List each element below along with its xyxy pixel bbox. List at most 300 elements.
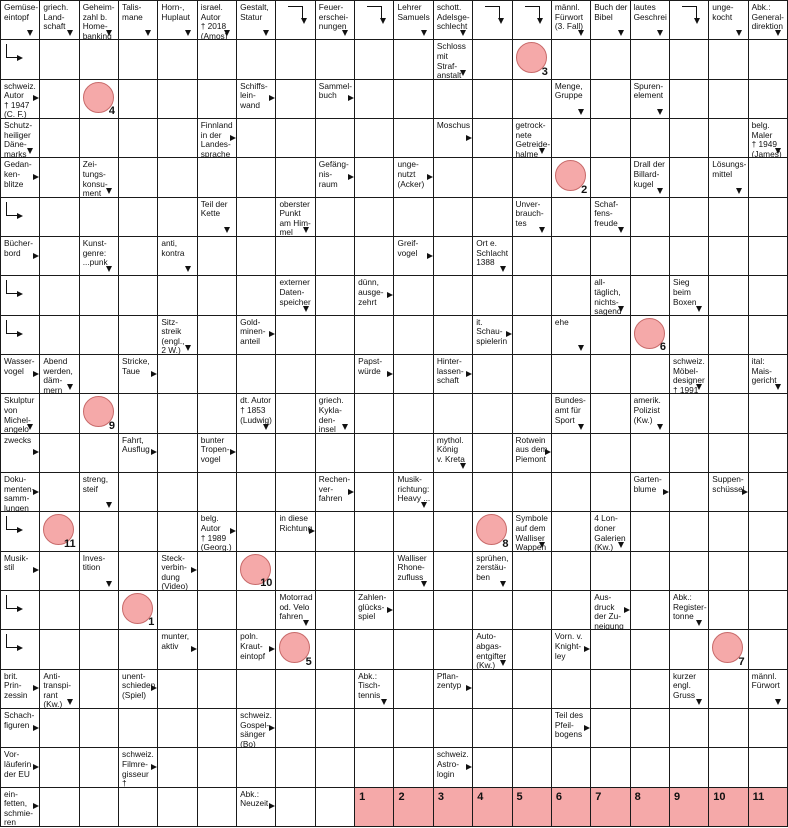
answer-cell[interactable]	[394, 355, 432, 393]
answer-cell[interactable]	[1, 276, 39, 314]
answer-cell[interactable]	[591, 552, 629, 590]
answer-cell[interactable]	[709, 670, 747, 708]
answer-cell[interactable]	[591, 630, 629, 668]
answer-cell[interactable]	[394, 80, 432, 118]
answer-cell[interactable]	[591, 40, 629, 78]
answer-cell[interactable]	[631, 355, 669, 393]
answer-cell[interactable]	[513, 709, 551, 747]
answer-cell[interactable]	[670, 80, 708, 118]
answer-cell[interactable]	[394, 630, 432, 668]
answer-cell[interactable]	[631, 512, 669, 550]
answer-cell[interactable]	[237, 158, 275, 196]
solution-cell[interactable]	[434, 788, 472, 826]
answer-cell[interactable]	[670, 119, 708, 157]
answer-cell[interactable]	[591, 394, 629, 432]
answer-cell[interactable]	[513, 237, 551, 275]
answer-cell[interactable]	[316, 512, 354, 550]
answer-cell[interactable]	[709, 80, 747, 118]
answer-cell[interactable]	[198, 591, 236, 629]
answer-cell[interactable]	[631, 40, 669, 78]
answer-cell[interactable]	[237, 355, 275, 393]
answer-cell[interactable]	[276, 630, 314, 668]
answer-cell[interactable]	[80, 355, 118, 393]
answer-cell[interactable]	[316, 552, 354, 590]
answer-cell[interactable]	[80, 119, 118, 157]
answer-cell[interactable]	[394, 748, 432, 786]
answer-cell[interactable]	[276, 355, 314, 393]
answer-cell[interactable]	[473, 1, 511, 39]
answer-cell[interactable]	[591, 316, 629, 354]
answer-cell[interactable]	[552, 158, 590, 196]
answer-cell[interactable]	[198, 158, 236, 196]
answer-cell[interactable]	[316, 355, 354, 393]
answer-cell[interactable]	[158, 198, 196, 236]
answer-cell[interactable]	[670, 1, 708, 39]
answer-cell[interactable]	[473, 119, 511, 157]
answer-cell[interactable]	[316, 276, 354, 314]
solution-cell[interactable]	[670, 788, 708, 826]
answer-cell[interactable]	[434, 552, 472, 590]
answer-cell[interactable]	[355, 552, 393, 590]
answer-cell[interactable]	[394, 40, 432, 78]
answer-cell[interactable]	[631, 748, 669, 786]
answer-cell[interactable]	[473, 748, 511, 786]
answer-cell[interactable]	[1, 630, 39, 668]
answer-cell[interactable]	[80, 709, 118, 747]
solution-cell[interactable]	[591, 788, 629, 826]
answer-cell[interactable]	[709, 394, 747, 432]
answer-cell[interactable]	[198, 630, 236, 668]
answer-cell[interactable]	[631, 237, 669, 275]
answer-cell[interactable]	[158, 434, 196, 472]
answer-cell[interactable]	[158, 158, 196, 196]
answer-cell[interactable]	[394, 670, 432, 708]
answer-cell[interactable]	[316, 748, 354, 786]
answer-cell[interactable]	[709, 434, 747, 472]
answer-cell[interactable]	[670, 630, 708, 668]
answer-cell[interactable]	[276, 119, 314, 157]
answer-cell[interactable]	[552, 40, 590, 78]
answer-cell[interactable]	[316, 40, 354, 78]
answer-cell[interactable]	[513, 394, 551, 432]
answer-cell[interactable]	[237, 434, 275, 472]
answer-cell[interactable]	[709, 591, 747, 629]
answer-cell[interactable]	[40, 512, 78, 550]
answer-cell[interactable]	[552, 512, 590, 550]
answer-cell[interactable]	[749, 512, 787, 550]
answer-cell[interactable]	[198, 40, 236, 78]
answer-cell[interactable]	[670, 512, 708, 550]
answer-cell[interactable]	[80, 670, 118, 708]
answer-cell[interactable]	[237, 119, 275, 157]
answer-cell[interactable]	[394, 119, 432, 157]
answer-cell[interactable]	[670, 748, 708, 786]
answer-cell[interactable]	[158, 709, 196, 747]
answer-cell[interactable]	[119, 198, 157, 236]
answer-cell[interactable]	[80, 198, 118, 236]
answer-cell[interactable]	[670, 316, 708, 354]
answer-cell[interactable]	[40, 40, 78, 78]
answer-cell[interactable]	[119, 40, 157, 78]
answer-cell[interactable]	[749, 40, 787, 78]
answer-cell[interactable]	[276, 80, 314, 118]
answer-cell[interactable]	[434, 80, 472, 118]
answer-cell[interactable]	[749, 80, 787, 118]
answer-cell[interactable]	[473, 198, 511, 236]
answer-cell[interactable]	[670, 434, 708, 472]
answer-cell[interactable]	[749, 709, 787, 747]
answer-cell[interactable]	[631, 552, 669, 590]
answer-cell[interactable]	[119, 119, 157, 157]
answer-cell[interactable]	[434, 394, 472, 432]
answer-cell[interactable]	[749, 394, 787, 432]
answer-cell[interactable]	[473, 591, 511, 629]
answer-cell[interactable]	[709, 316, 747, 354]
answer-cell[interactable]	[40, 158, 78, 196]
answer-cell[interactable]	[513, 80, 551, 118]
answer-cell[interactable]	[40, 591, 78, 629]
answer-cell[interactable]	[237, 512, 275, 550]
answer-cell[interactable]	[591, 473, 629, 511]
answer-cell[interactable]	[473, 355, 511, 393]
answer-cell[interactable]	[198, 788, 236, 826]
answer-cell[interactable]	[80, 316, 118, 354]
answer-cell[interactable]	[749, 316, 787, 354]
answer-cell[interactable]	[276, 748, 314, 786]
answer-cell[interactable]	[355, 1, 393, 39]
answer-cell[interactable]	[316, 237, 354, 275]
answer-cell[interactable]	[552, 591, 590, 629]
answer-cell[interactable]	[591, 158, 629, 196]
answer-cell[interactable]	[591, 748, 629, 786]
answer-cell[interactable]	[276, 788, 314, 826]
answer-cell[interactable]	[355, 119, 393, 157]
answer-cell[interactable]	[473, 158, 511, 196]
answer-cell[interactable]	[237, 748, 275, 786]
answer-cell[interactable]	[670, 473, 708, 511]
answer-cell[interactable]	[394, 512, 432, 550]
answer-cell[interactable]	[591, 119, 629, 157]
answer-cell[interactable]	[158, 591, 196, 629]
answer-cell[interactable]	[80, 80, 118, 118]
answer-cell[interactable]	[119, 237, 157, 275]
answer-cell[interactable]	[434, 198, 472, 236]
answer-cell[interactable]	[237, 473, 275, 511]
answer-cell[interactable]	[1, 591, 39, 629]
answer-cell[interactable]	[473, 40, 511, 78]
answer-cell[interactable]	[591, 355, 629, 393]
answer-cell[interactable]	[670, 237, 708, 275]
answer-cell[interactable]	[552, 198, 590, 236]
answer-cell[interactable]	[552, 748, 590, 786]
answer-cell[interactable]	[631, 630, 669, 668]
answer-cell[interactable]	[749, 552, 787, 590]
answer-cell[interactable]	[40, 198, 78, 236]
answer-cell[interactable]	[276, 473, 314, 511]
answer-cell[interactable]	[709, 355, 747, 393]
answer-cell[interactable]	[355, 709, 393, 747]
answer-cell[interactable]	[80, 434, 118, 472]
answer-cell[interactable]	[709, 237, 747, 275]
answer-cell[interactable]	[198, 473, 236, 511]
answer-cell[interactable]	[198, 394, 236, 432]
solution-cell[interactable]	[552, 788, 590, 826]
answer-cell[interactable]	[631, 434, 669, 472]
answer-cell[interactable]	[355, 237, 393, 275]
answer-cell[interactable]	[198, 709, 236, 747]
answer-cell[interactable]	[40, 788, 78, 826]
answer-cell[interactable]	[119, 158, 157, 196]
answer-cell[interactable]	[276, 394, 314, 432]
answer-cell[interactable]	[670, 709, 708, 747]
answer-cell[interactable]	[355, 80, 393, 118]
answer-cell[interactable]	[591, 709, 629, 747]
answer-cell[interactable]	[552, 670, 590, 708]
answer-cell[interactable]	[119, 276, 157, 314]
answer-cell[interactable]	[749, 630, 787, 668]
answer-cell[interactable]	[158, 119, 196, 157]
answer-cell[interactable]	[473, 434, 511, 472]
answer-cell[interactable]	[158, 80, 196, 118]
answer-cell[interactable]	[709, 40, 747, 78]
solution-cell[interactable]	[513, 788, 551, 826]
answer-cell[interactable]	[237, 40, 275, 78]
answer-cell[interactable]	[513, 276, 551, 314]
answer-cell[interactable]	[631, 198, 669, 236]
answer-cell[interactable]	[394, 591, 432, 629]
answer-cell[interactable]	[276, 158, 314, 196]
answer-cell[interactable]	[749, 276, 787, 314]
answer-cell[interactable]	[119, 709, 157, 747]
answer-cell[interactable]	[80, 788, 118, 826]
answer-cell[interactable]	[709, 552, 747, 590]
answer-cell[interactable]	[709, 630, 747, 668]
answer-cell[interactable]	[158, 40, 196, 78]
answer-cell[interactable]	[670, 394, 708, 432]
answer-cell[interactable]	[276, 237, 314, 275]
answer-cell[interactable]	[316, 630, 354, 668]
answer-cell[interactable]	[434, 316, 472, 354]
answer-cell[interactable]	[670, 552, 708, 590]
answer-cell[interactable]	[631, 591, 669, 629]
answer-cell[interactable]	[709, 276, 747, 314]
answer-cell[interactable]	[552, 237, 590, 275]
answer-cell[interactable]	[237, 276, 275, 314]
answer-cell[interactable]	[276, 316, 314, 354]
answer-cell[interactable]	[40, 394, 78, 432]
answer-cell[interactable]	[513, 670, 551, 708]
answer-cell[interactable]	[513, 552, 551, 590]
answer-cell[interactable]	[591, 237, 629, 275]
answer-cell[interactable]	[198, 748, 236, 786]
answer-cell[interactable]	[670, 158, 708, 196]
answer-cell[interactable]	[591, 434, 629, 472]
answer-cell[interactable]	[276, 1, 314, 39]
answer-cell[interactable]	[40, 709, 78, 747]
answer-cell[interactable]	[355, 394, 393, 432]
answer-cell[interactable]	[40, 119, 78, 157]
answer-cell[interactable]	[158, 355, 196, 393]
answer-cell[interactable]	[513, 158, 551, 196]
answer-cell[interactable]	[394, 434, 432, 472]
answer-cell[interactable]	[513, 355, 551, 393]
answer-cell[interactable]	[513, 316, 551, 354]
answer-cell[interactable]	[434, 630, 472, 668]
answer-cell[interactable]	[119, 316, 157, 354]
answer-cell[interactable]	[552, 355, 590, 393]
answer-cell[interactable]	[709, 748, 747, 786]
answer-cell[interactable]	[709, 512, 747, 550]
answer-cell[interactable]	[355, 473, 393, 511]
answer-cell[interactable]	[552, 473, 590, 511]
answer-cell[interactable]	[355, 512, 393, 550]
answer-cell[interactable]	[158, 473, 196, 511]
answer-cell[interactable]	[158, 670, 196, 708]
answer-cell[interactable]	[709, 198, 747, 236]
answer-cell[interactable]	[749, 473, 787, 511]
answer-cell[interactable]	[434, 473, 472, 511]
answer-cell[interactable]	[394, 276, 432, 314]
answer-cell[interactable]	[237, 552, 275, 590]
answer-cell[interactable]	[198, 237, 236, 275]
answer-cell[interactable]	[670, 198, 708, 236]
answer-cell[interactable]	[40, 630, 78, 668]
answer-cell[interactable]	[40, 552, 78, 590]
answer-cell[interactable]	[434, 276, 472, 314]
solution-cell[interactable]	[355, 788, 393, 826]
answer-cell[interactable]	[119, 512, 157, 550]
answer-cell[interactable]	[119, 473, 157, 511]
answer-cell[interactable]	[513, 40, 551, 78]
answer-cell[interactable]	[80, 512, 118, 550]
answer-cell[interactable]	[552, 434, 590, 472]
answer-cell[interactable]	[631, 316, 669, 354]
answer-cell[interactable]	[198, 552, 236, 590]
answer-cell[interactable]	[513, 591, 551, 629]
answer-cell[interactable]	[80, 591, 118, 629]
answer-cell[interactable]	[552, 276, 590, 314]
answer-cell[interactable]	[355, 316, 393, 354]
answer-cell[interactable]	[119, 394, 157, 432]
answer-cell[interactable]	[513, 1, 551, 39]
answer-cell[interactable]	[80, 748, 118, 786]
answer-cell[interactable]	[631, 670, 669, 708]
answer-cell[interactable]	[316, 709, 354, 747]
answer-cell[interactable]	[276, 709, 314, 747]
answer-cell[interactable]	[394, 709, 432, 747]
answer-cell[interactable]	[355, 630, 393, 668]
answer-cell[interactable]	[749, 158, 787, 196]
answer-cell[interactable]	[276, 552, 314, 590]
solution-cell[interactable]	[709, 788, 747, 826]
answer-cell[interactable]	[158, 276, 196, 314]
answer-cell[interactable]	[119, 80, 157, 118]
answer-cell[interactable]	[198, 276, 236, 314]
answer-cell[interactable]	[316, 788, 354, 826]
answer-cell[interactable]	[237, 237, 275, 275]
answer-cell[interactable]	[631, 119, 669, 157]
answer-cell[interactable]	[40, 237, 78, 275]
answer-cell[interactable]	[119, 591, 157, 629]
answer-cell[interactable]	[158, 788, 196, 826]
answer-cell[interactable]	[237, 198, 275, 236]
answer-cell[interactable]	[709, 709, 747, 747]
answer-cell[interactable]	[434, 158, 472, 196]
answer-cell[interactable]	[434, 591, 472, 629]
answer-cell[interactable]	[198, 80, 236, 118]
answer-cell[interactable]	[394, 316, 432, 354]
answer-cell[interactable]	[80, 394, 118, 432]
answer-cell[interactable]	[749, 591, 787, 629]
answer-cell[interactable]	[749, 748, 787, 786]
answer-cell[interactable]	[40, 473, 78, 511]
answer-cell[interactable]	[709, 119, 747, 157]
answer-cell[interactable]	[434, 512, 472, 550]
answer-cell[interactable]	[276, 670, 314, 708]
answer-cell[interactable]	[434, 709, 472, 747]
answer-cell[interactable]	[473, 709, 511, 747]
answer-cell[interactable]	[237, 670, 275, 708]
answer-cell[interactable]	[473, 670, 511, 708]
answer-cell[interactable]	[40, 80, 78, 118]
answer-cell[interactable]	[237, 591, 275, 629]
answer-cell[interactable]	[40, 316, 78, 354]
answer-cell[interactable]	[276, 434, 314, 472]
answer-cell[interactable]	[276, 40, 314, 78]
solution-cell[interactable]	[473, 788, 511, 826]
answer-cell[interactable]	[119, 788, 157, 826]
answer-cell[interactable]	[749, 237, 787, 275]
answer-cell[interactable]	[40, 748, 78, 786]
answer-cell[interactable]	[119, 552, 157, 590]
answer-cell[interactable]	[1, 40, 39, 78]
answer-cell[interactable]	[355, 40, 393, 78]
answer-cell[interactable]	[158, 512, 196, 550]
answer-cell[interactable]	[316, 198, 354, 236]
answer-cell[interactable]	[1, 512, 39, 550]
answer-cell[interactable]	[591, 80, 629, 118]
answer-cell[interactable]	[552, 552, 590, 590]
answer-cell[interactable]	[198, 316, 236, 354]
answer-cell[interactable]	[40, 434, 78, 472]
answer-cell[interactable]	[591, 670, 629, 708]
answer-cell[interactable]	[80, 276, 118, 314]
answer-cell[interactable]	[513, 473, 551, 511]
answer-cell[interactable]	[40, 276, 78, 314]
answer-cell[interactable]	[316, 434, 354, 472]
answer-cell[interactable]	[631, 276, 669, 314]
answer-cell[interactable]	[316, 119, 354, 157]
answer-cell[interactable]	[1, 198, 39, 236]
answer-cell[interactable]	[316, 670, 354, 708]
answer-cell[interactable]	[394, 198, 432, 236]
answer-cell[interactable]	[198, 355, 236, 393]
answer-cell[interactable]	[119, 630, 157, 668]
answer-cell[interactable]	[80, 40, 118, 78]
answer-cell[interactable]	[80, 630, 118, 668]
answer-cell[interactable]	[355, 158, 393, 196]
answer-cell[interactable]	[158, 394, 196, 432]
answer-cell[interactable]	[513, 748, 551, 786]
answer-cell[interactable]	[355, 748, 393, 786]
answer-cell[interactable]	[355, 198, 393, 236]
answer-cell[interactable]	[355, 434, 393, 472]
answer-cell[interactable]	[473, 473, 511, 511]
answer-cell[interactable]	[749, 434, 787, 472]
answer-cell[interactable]	[513, 630, 551, 668]
solution-cell[interactable]	[631, 788, 669, 826]
answer-cell[interactable]	[473, 394, 511, 432]
